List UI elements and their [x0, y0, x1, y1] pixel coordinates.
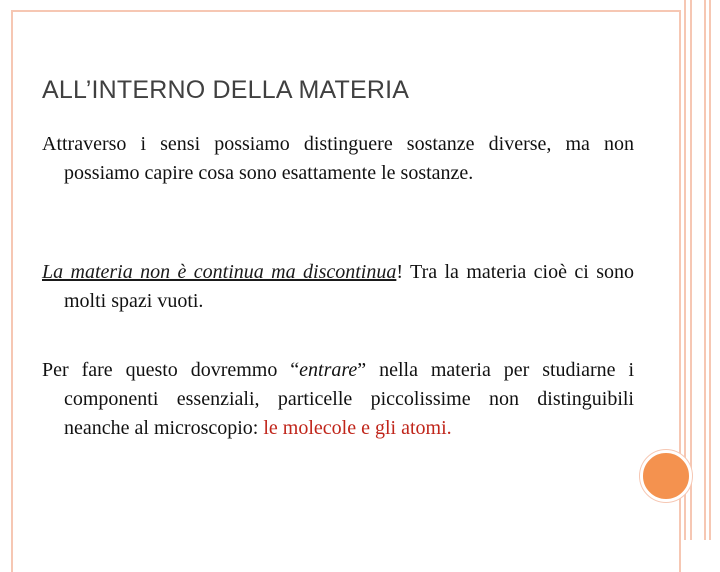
paragraph-discontinuous	[42, 258, 634, 316]
paragraph-text: ! Tra la materia cioè ci sono molti spazi vuoti.	[64, 261, 634, 312]
paragraph-text: Per fare questo dovremmo “	[42, 359, 300, 381]
highlight-text: le molecole e gli atomi.	[263, 417, 452, 439]
italic-word: entrare	[299, 359, 358, 381]
paragraph-molecules	[42, 356, 634, 443]
emphasis-text: La materia non è continua ma discontinua	[42, 261, 397, 283]
decorative-line	[709, 0, 711, 540]
decorative-line	[704, 0, 706, 540]
paragraph-text: ” nella materia per studiarne i componenti essenziali, particelle piccolissime non distinguibili neanche al microscopio:	[64, 359, 634, 439]
slide-title: ALL’INTERNO DELLA MATERIA	[42, 76, 410, 104]
decorative-line	[690, 0, 692, 540]
paragraph-senses: Attraverso i sensi possiamo distinguere sostanze diverse, ma non possiamo capire cosa sono esattamente le sostanze.	[42, 133, 634, 184]
decorative-circle	[640, 450, 692, 502]
